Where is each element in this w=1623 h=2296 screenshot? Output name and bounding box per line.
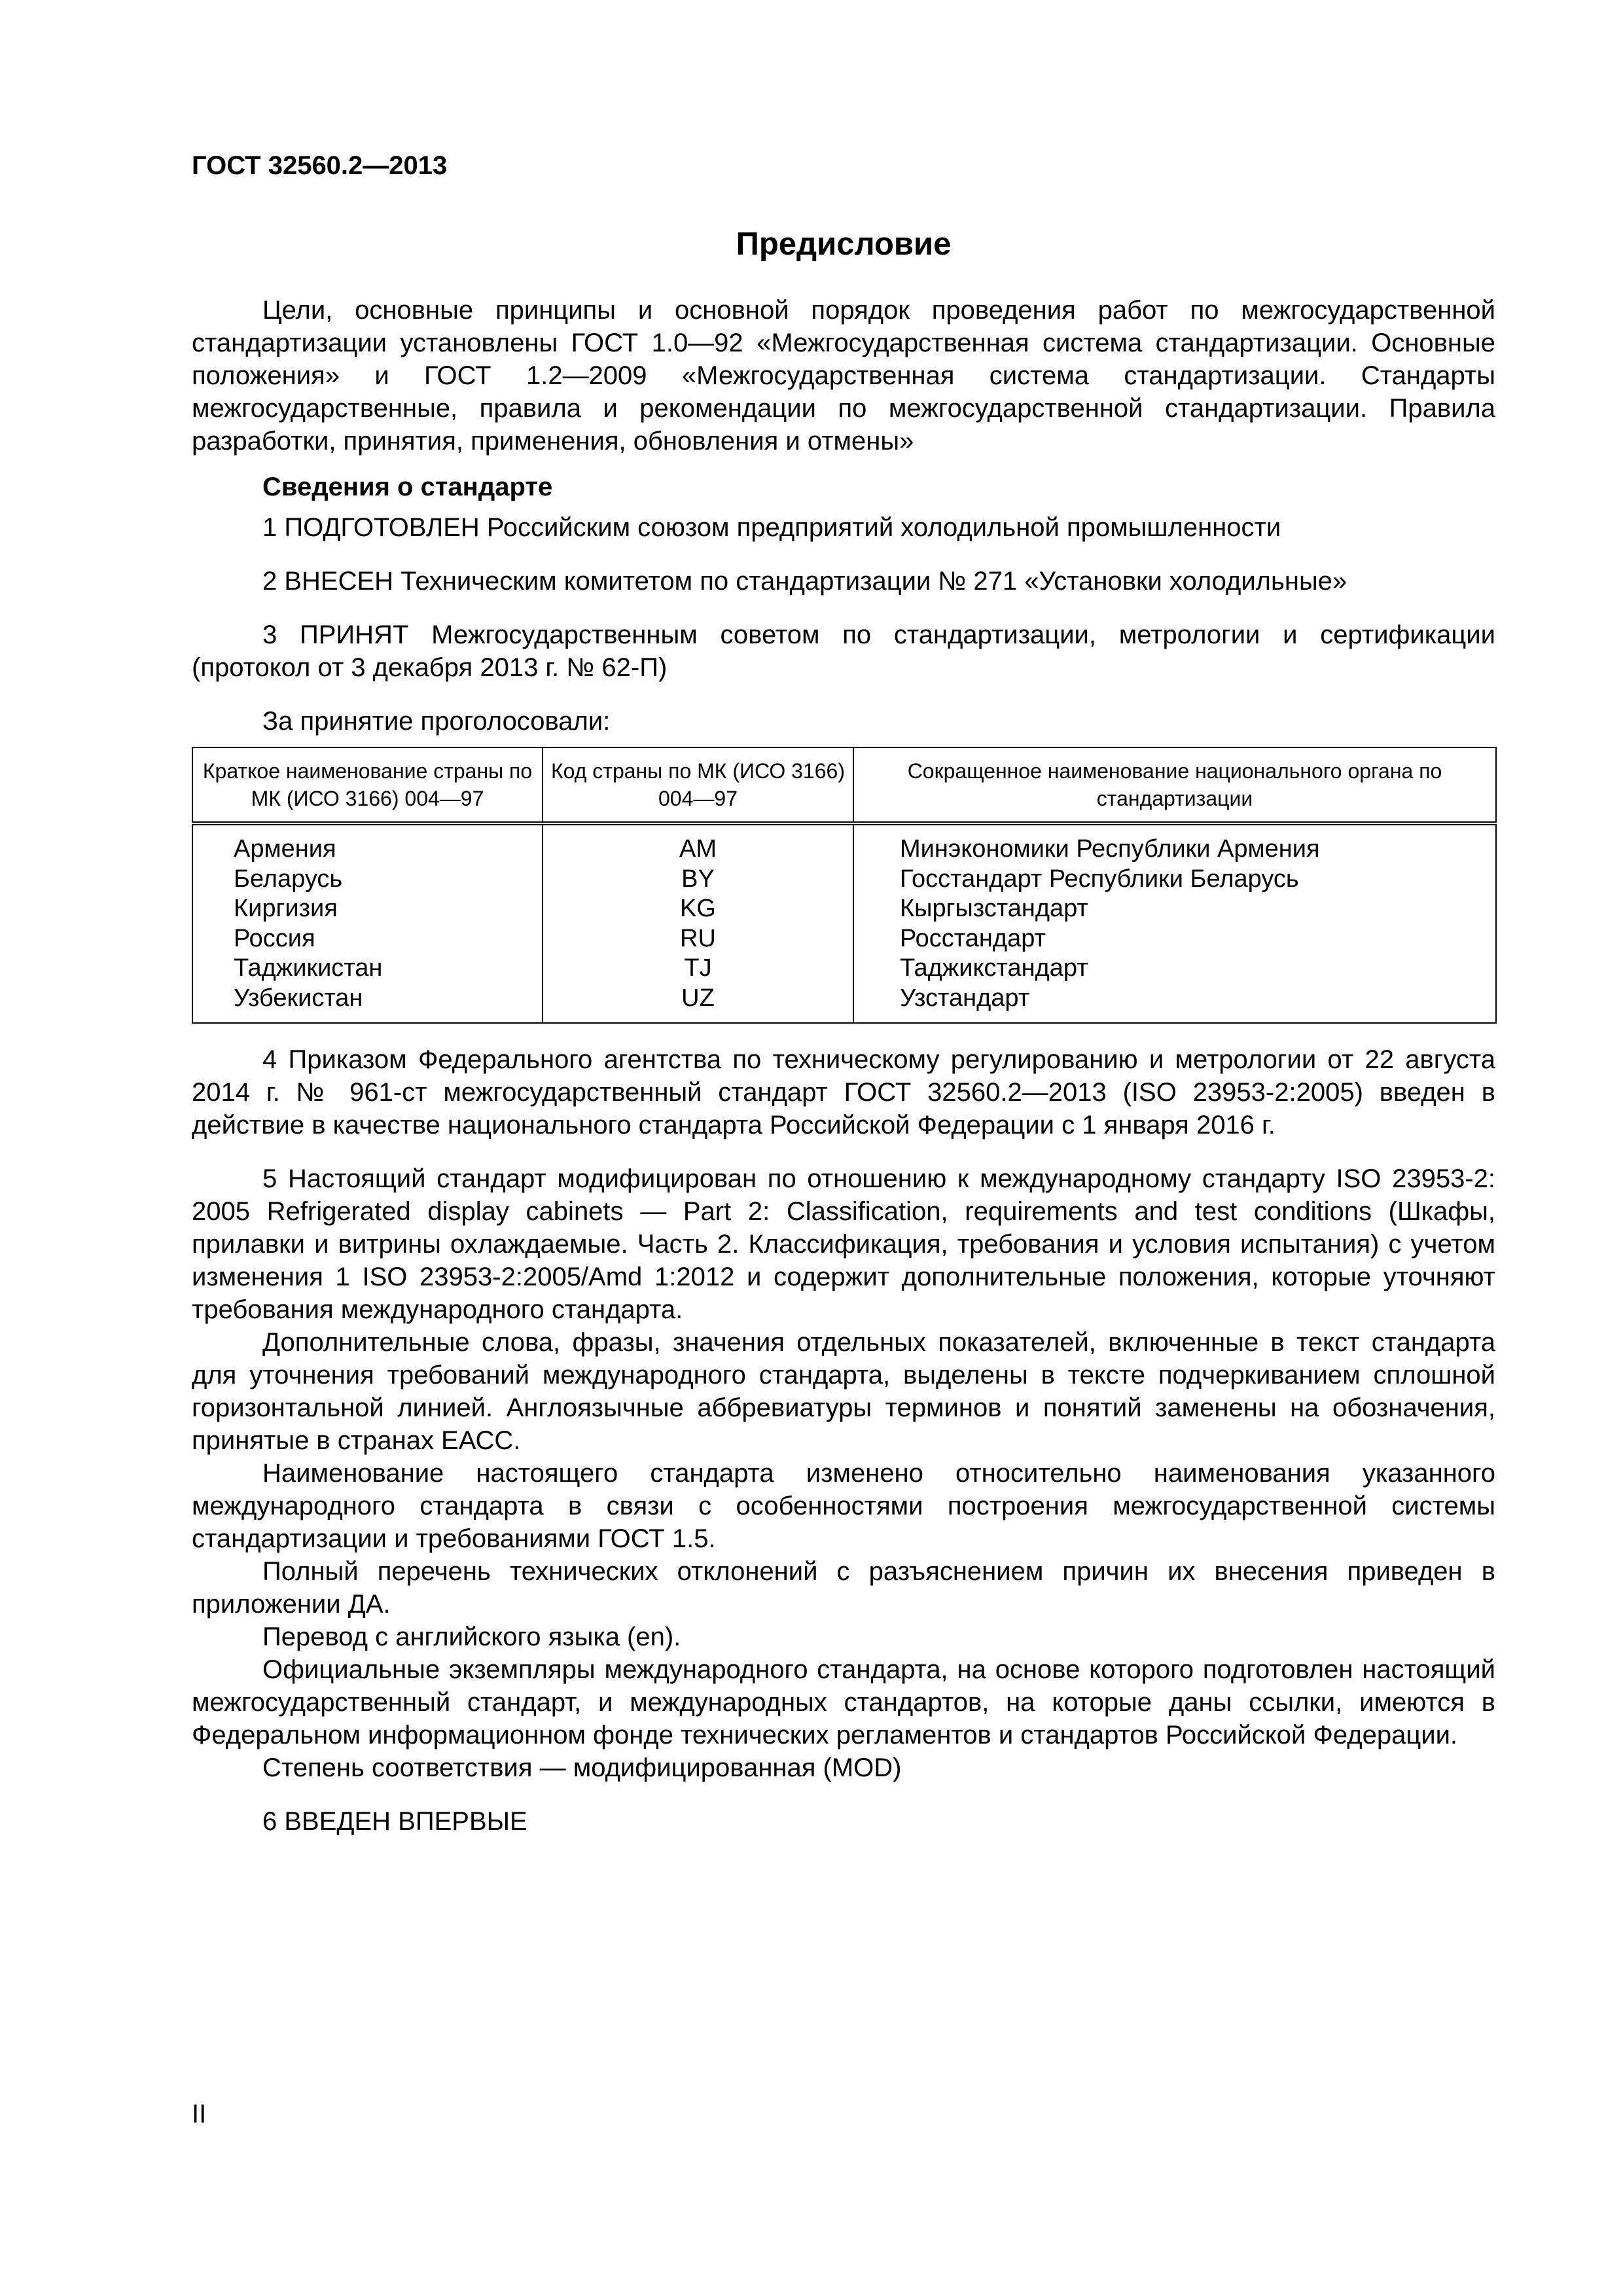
country-name: Беларусь bbox=[192, 865, 543, 895]
header-country-name: Краткое наименование страны по МК (ИСО 3166) 004—97 bbox=[192, 747, 543, 823]
item-5-additions: Дополнительные слова, фразы, значения отдельных показателей, включенные в текст стандарта для уточнения требований международного стандарта, выделены в тексте подчеркиванием сплошной горизонтальной линией. Англоязычные аббревиатуры терминов и понятий заменены на обозначения, принятые в странах ЕАСС. bbox=[192, 1328, 1495, 1455]
header-national-body: Сокращенное наименование национального органа по стандартизации bbox=[853, 747, 1496, 823]
country-name: Армения bbox=[192, 823, 543, 865]
item-5-translation: Перевод с английского языка (en). bbox=[262, 1623, 681, 1651]
table-row bbox=[192, 894, 1496, 924]
item-1: 1 ПОДГОТОВЛЕН Российским союзом предприятий холодильной промышленности bbox=[262, 513, 1281, 542]
page-title: Предисловие bbox=[736, 226, 952, 262]
country-code: AM bbox=[543, 823, 853, 865]
item-5-official-copies: Официальные экземпляры международного стандарта, на основе которого подготовлен настоящий межгосударственный стандарт, и международных стандартов, на которые даны ссылки, имеются в Федеральном информационном фонде технических регламентов и стандартов Российской Федерации. bbox=[192, 1655, 1495, 1749]
table-row bbox=[192, 924, 1496, 954]
country-code: UZ bbox=[543, 984, 853, 1024]
country-name: Киргизия bbox=[192, 894, 543, 924]
table-row bbox=[192, 823, 1496, 865]
country-code: TJ bbox=[543, 954, 853, 984]
voted-label: За принятие проголосовали: bbox=[262, 707, 611, 736]
national-body: Госстандарт Республики Беларусь bbox=[853, 865, 1496, 895]
country-code: BY bbox=[543, 865, 853, 895]
table-row bbox=[192, 954, 1496, 984]
table-header-row bbox=[192, 747, 1496, 823]
national-body: Кыргызстандарт bbox=[853, 894, 1496, 924]
country-name: Россия bbox=[192, 924, 543, 954]
document-code: ГОСТ 32560.2—2013 bbox=[192, 151, 448, 180]
item-6: 6 ВВЕДЕН ВПЕРВЫЕ bbox=[262, 1807, 527, 1836]
table-row bbox=[192, 984, 1496, 1024]
item-5-conformity: Степень соответствия — модифицированная (MOD) bbox=[262, 1753, 902, 1782]
national-body: Минэкономики Республики Армения bbox=[853, 823, 1496, 865]
country-code: RU bbox=[543, 924, 853, 954]
item-4: 4 Приказом Федерального агентства по техническому регулированию и метрологии от 22 августа 2014 г. № 961-ст межгосударственный стандарт ГОСТ 32560.2—2013 (ISO 23953-2:2005) введен в действие в качестве национального стандарта Российской Федерации с 1 января 2016 г. bbox=[192, 1045, 1495, 1139]
info-heading: Сведения о стандарте bbox=[262, 473, 553, 501]
country-code: KG bbox=[543, 894, 853, 924]
national-body: Росстандарт bbox=[853, 924, 1496, 954]
header-country-code: Код страны по МК (ИСО 3166) 004—97 bbox=[543, 747, 853, 823]
intro-paragraph: Цели, основные принципы и основной порядок проведения работ по межгосударственной стандартизации установлены ГОСТ 1.0—92 «Межгосударственная система стандартизации. Основные положения» и ГОСТ 1.2—2009 «Межгосударственная система стандартизации. Стандарты межгосударственные, правила и рекомендации по межгосударственной стандартизации. Правила разработки, принятия, применения, обновления и отмены» bbox=[192, 296, 1495, 456]
foreword-content bbox=[192, 294, 1495, 1838]
national-body: Узстандарт bbox=[853, 984, 1496, 1024]
country-name: Узбекистан bbox=[192, 984, 543, 1024]
item-5-deviations: Полный перечень технических отклонений с разъяснением причин их внесения приведен в приложении ДА. bbox=[192, 1557, 1495, 1619]
item-2: 2 ВНЕСЕН Техническим комитетом по стандартизации № 271 «Установки холодильные» bbox=[262, 567, 1347, 596]
table-row bbox=[192, 865, 1496, 895]
voting-table bbox=[192, 747, 1497, 1024]
page-number: II bbox=[192, 2100, 207, 2128]
item-5: 5 Настоящий стандарт модифицирован по отношению к международному стандарту ISO 23953-2: 2005 Refrigerated display cabinets — Part 2: Classification, requirements and test conditions (Шкафы, прилавки и витрины охлаждаемые. Часть 2. Классификация, требования и условия испытания) с учетом изменения 1 ISO 23953-2:2005/Amd 1:2012 и содержит дополнительные положения, которые уточняют требования международного стандарта. bbox=[192, 1164, 1495, 1324]
national-body: Таджикстандарт bbox=[853, 954, 1496, 984]
item-3: 3 ПРИНЯТ Межгосударственным советом по стандартизации, метрологии и сертификации (протокол от 3 декабря 2013 г. № 62-П) bbox=[192, 620, 1495, 682]
country-name: Таджикистан bbox=[192, 954, 543, 984]
item-5-title-change: Наименование настоящего стандарта изменено относительно наименования указанного международного стандарта в связи с особенностями построения межгосударственной системы стандартизации и требованиями ГОСТ 1.5. bbox=[192, 1459, 1495, 1553]
